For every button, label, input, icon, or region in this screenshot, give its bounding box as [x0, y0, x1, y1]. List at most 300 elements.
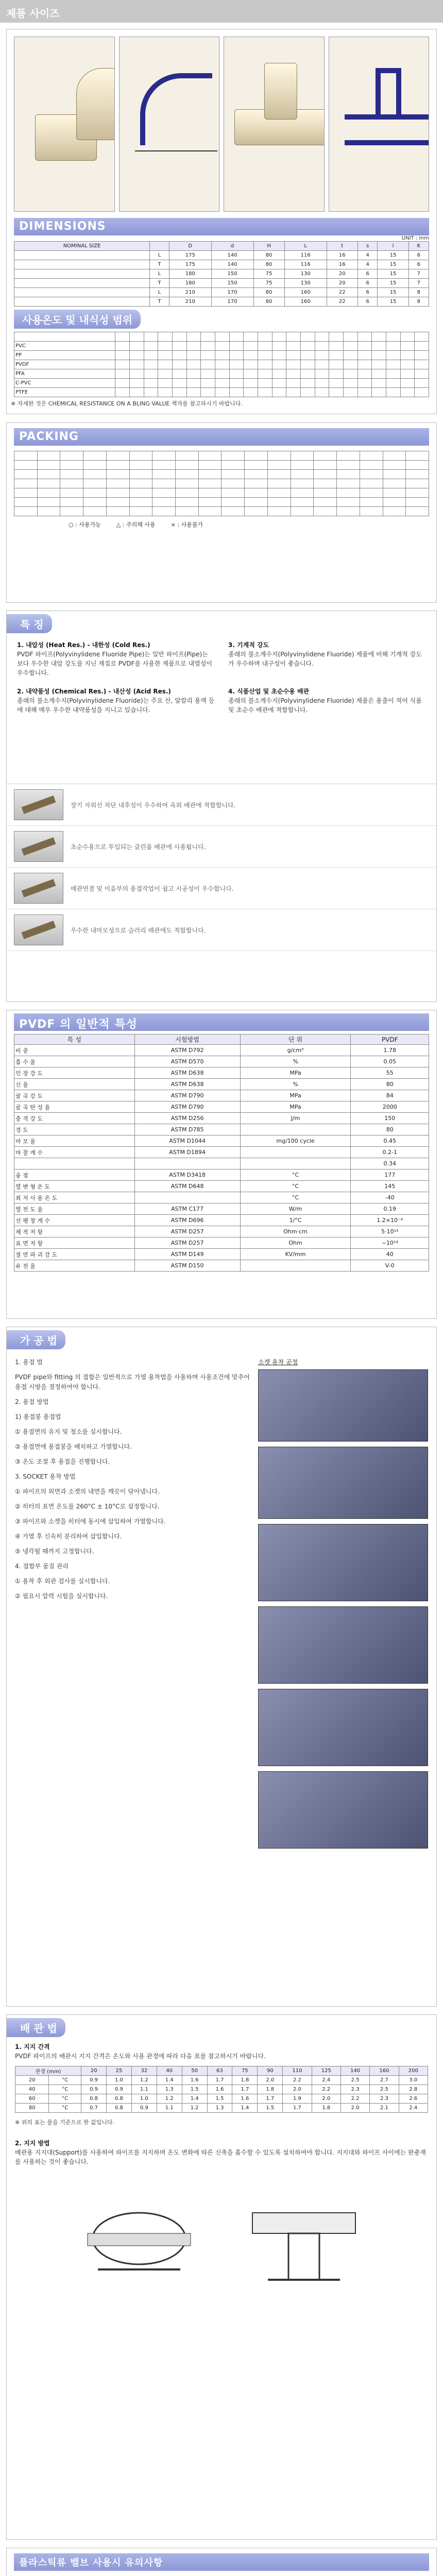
table-cell [383, 470, 406, 479]
table-cell [291, 488, 314, 498]
table-header: d [211, 242, 253, 251]
table-cell: 175 [169, 260, 211, 269]
table-cell [144, 388, 158, 397]
joining-title: 가 공 법 [7, 1330, 65, 1349]
table-cell [83, 451, 107, 461]
table-cell [198, 461, 222, 470]
table-cell [60, 470, 83, 479]
material-label: PVDF [14, 360, 115, 369]
table-cell: T [150, 297, 169, 307]
table-cell [386, 379, 400, 388]
table-cell [198, 498, 222, 507]
table-cell [272, 332, 286, 342]
table-cell: ASTM D638 [134, 1067, 240, 1079]
table-cell [106, 479, 129, 488]
table-cell [286, 379, 301, 388]
table-cell [229, 351, 244, 360]
table-cell [106, 498, 129, 507]
table-row [14, 451, 429, 461]
table-cell [386, 342, 400, 351]
features-card [6, 611, 437, 1002]
piping-intro: 1. 지지 간격 PVDF 파이프의 배관시 지지 간격은 온도와 사용 관경에 따라 다음 표를 참고하시기 바랍니다. [15, 2043, 266, 2060]
joining-card [6, 1327, 437, 2007]
table-cell: 2.6 [399, 2094, 428, 2104]
table-cell [240, 1158, 351, 1170]
table-cell: 8 [408, 288, 429, 297]
joining-diagram-title: 소켓 용착 공정 [258, 1359, 298, 1366]
table-header: PVDF [351, 1035, 429, 1045]
table-cell [172, 351, 186, 360]
table-row [14, 461, 429, 470]
table-row [14, 1147, 429, 1158]
table-cell: MPa [240, 1067, 351, 1079]
table-cell: 0.9 [81, 2085, 107, 2094]
table-cell: 1.78 [351, 1045, 429, 1056]
table-cell [245, 479, 268, 488]
usage-table-wrap [7, 332, 436, 397]
table-cell [129, 479, 152, 488]
table-cell [240, 1147, 351, 1158]
table-cell [14, 279, 150, 288]
table-cell [267, 498, 291, 507]
table-cell [115, 342, 130, 351]
table-cell [406, 461, 429, 470]
joining-line: ⑤ 냉각될 때까지 고정합니다. [15, 1548, 94, 1555]
table-header: 40 [157, 2066, 182, 2076]
table-cell: 6 [408, 251, 429, 260]
table-cell: 굴 곡 탄 성 율 [14, 1101, 135, 1113]
table-cell [215, 332, 229, 342]
table-row [14, 1158, 429, 1170]
table-row [15, 2085, 428, 2094]
table-header [150, 242, 169, 251]
table-row [14, 479, 429, 488]
table-cell: ASTM D790 [134, 1101, 240, 1113]
table-cell: 0.34 [351, 1158, 429, 1170]
table-cell: L [150, 269, 169, 279]
table-cell [172, 369, 186, 379]
table-cell [314, 479, 337, 488]
table-cell: 1/°C [240, 1215, 351, 1226]
table-cell [315, 342, 329, 351]
table-cell [329, 360, 344, 369]
table-cell: 1.2 [131, 2076, 157, 2085]
joining-line: 1. 용접 법 [15, 1359, 43, 1366]
table-header: NOMINAL SIZE [14, 242, 150, 251]
table-cell: ASTM D256 [134, 1113, 240, 1124]
table-cell: °C [49, 2094, 81, 2104]
table-row [14, 1124, 429, 1136]
table-cell [201, 388, 215, 397]
table-cell [83, 488, 107, 498]
cautions-title: 플라스틱류 밸브 사용시 유의사항 [14, 2553, 429, 2571]
table-cell [315, 332, 329, 342]
support-diagram [232, 2182, 376, 2295]
table-cell [406, 470, 429, 479]
wear-icon [14, 914, 63, 945]
table-cell [415, 351, 429, 360]
table-cell [201, 342, 215, 351]
table-cell [152, 498, 176, 507]
table-row [14, 507, 429, 516]
table-cell: 마 모 율 [14, 1136, 135, 1147]
table-cell [176, 488, 199, 498]
table-cell: 인 장 강 도 [14, 1067, 135, 1079]
table-cell: 충 격 강 도 [14, 1113, 135, 1124]
table-header: 140 [340, 2066, 369, 2076]
table-cell: 2.2 [340, 2094, 369, 2104]
table-row [14, 1056, 429, 1067]
table-row [14, 1067, 429, 1079]
table-cell [360, 507, 383, 516]
table-cell: 80 [253, 288, 284, 297]
dimensions-table-wrap [7, 241, 436, 307]
table-row [14, 269, 429, 279]
packing-table-wrap [7, 451, 436, 516]
table-cell [60, 479, 83, 488]
table-cell [329, 388, 344, 397]
table-cell: 2.0 [258, 2076, 283, 2085]
table-cell: -40 [351, 1192, 429, 1204]
temp-label: 80 [15, 2104, 49, 2113]
table-cell [360, 479, 383, 488]
table-cell: 2.2 [312, 2085, 340, 2094]
table-cell [300, 379, 315, 388]
table-cell [286, 360, 301, 369]
table-cell [360, 451, 383, 461]
joining-photo [258, 1771, 428, 1849]
table-cell [115, 388, 130, 397]
table-cell: 15 [378, 269, 408, 279]
table-cell [152, 488, 176, 498]
table-cell: 75 [253, 279, 284, 288]
table-cell [158, 360, 173, 369]
table-cell [272, 369, 286, 379]
table-cell [258, 332, 272, 342]
joining-photo [258, 1524, 428, 1601]
table-cell [258, 360, 272, 369]
table-cell: 신 율 [14, 1079, 135, 1090]
table-cell [245, 507, 268, 516]
packing-legend [7, 516, 436, 533]
table-header: 관경 (mm) [15, 2066, 81, 2076]
table-header: 특 성 [14, 1035, 135, 1045]
table-cell [329, 342, 344, 351]
table-cell: mg/100 cycle [240, 1136, 351, 1147]
table-cell [176, 470, 199, 479]
table-cell: ASTM D785 [134, 1124, 240, 1136]
table-cell [400, 360, 415, 369]
table-cell: 1.5 [207, 2094, 232, 2104]
table-cell [176, 461, 199, 470]
table-cell [245, 488, 268, 498]
table-cell: °C [49, 2076, 81, 2085]
usage-table [14, 332, 429, 397]
table-cell: 1.4 [232, 2104, 258, 2113]
table-cell [357, 351, 372, 360]
table-row [14, 1226, 429, 1238]
table-cell [272, 351, 286, 360]
table-cell [291, 461, 314, 470]
table-header: 50 [182, 2066, 207, 2076]
table-cell: 2.2 [283, 2076, 312, 2085]
table-cell: 20 [327, 269, 357, 279]
table-cell [83, 479, 107, 488]
table-cell [267, 461, 291, 470]
table-cell [215, 369, 229, 379]
table-cell [37, 461, 60, 470]
table-cell: 경 도 [14, 1124, 135, 1136]
table-cell [186, 369, 201, 379]
table-row [14, 351, 429, 360]
welding-icon [14, 873, 63, 904]
table-cell: ASTM D257 [134, 1238, 240, 1249]
table-cell [129, 332, 144, 342]
table-row [14, 342, 429, 351]
table-cell [144, 332, 158, 342]
temp-label: 40 [15, 2085, 49, 2094]
table-cell [315, 379, 329, 388]
table-cell [286, 351, 301, 360]
table-cell: 22 [327, 297, 357, 307]
table-header: 75 [232, 2066, 258, 2076]
table-cell [383, 479, 406, 488]
table-cell [272, 342, 286, 351]
joining-body [7, 1352, 436, 1854]
table-cell [144, 351, 158, 360]
table-cell [400, 388, 415, 397]
table-cell: T [150, 279, 169, 288]
table-cell: J/m [240, 1113, 351, 1124]
table-cell: 80 [253, 251, 284, 260]
table-cell [343, 332, 357, 342]
table-cell: ASTM D150 [134, 1260, 240, 1272]
piping-card [6, 2014, 437, 2540]
table-cell [245, 470, 268, 479]
table-cell [14, 498, 38, 507]
table-cell [258, 351, 272, 360]
table-cell [37, 507, 60, 516]
table-header: 20 [81, 2066, 107, 2076]
table-cell: 15 [378, 251, 408, 260]
table-cell: 170 [211, 297, 253, 307]
table-cell [357, 369, 372, 379]
table-cell: 1.8 [258, 2085, 283, 2094]
table-cell [176, 507, 199, 516]
table-cell: 1.7 [207, 2076, 232, 2085]
table-cell [386, 369, 400, 379]
table-cell: 0.05 [351, 1056, 429, 1067]
table-header: 125 [312, 2066, 340, 2076]
table-cell [222, 479, 245, 488]
table-cell: 융 점 [14, 1170, 135, 1181]
table-cell: 210 [169, 297, 211, 307]
table-cell: 15 [378, 279, 408, 288]
table-cell: ASTM D648 [134, 1181, 240, 1192]
section-header-size [0, 0, 443, 23]
table-cell: ASTM D257 [134, 1226, 240, 1238]
feature-4: 4. 식품산업 및 초순수용 배관 종래의 불소계수지(Polyvinylidene Fluoride) 제품은 용출이 적어 식품 및 초순수 배관에 적합합니다. [228, 688, 422, 714]
table-cell [258, 342, 272, 351]
table-cell [158, 379, 173, 388]
table-cell [152, 451, 176, 461]
material-label: PVC [14, 342, 115, 351]
table-cell: 0.9 [131, 2104, 157, 2113]
table-cell: MPa [240, 1090, 351, 1101]
table-header: K [408, 242, 429, 251]
joining-photo [258, 1447, 428, 1519]
table-cell: 2.8 [399, 2085, 428, 2094]
table-row [14, 1045, 429, 1056]
table-cell: 흡 수 율 [14, 1056, 135, 1067]
table-header: t [327, 242, 357, 251]
table-cell: 6 [357, 297, 378, 307]
table-cell: 0.2-1 [351, 1147, 429, 1158]
table-cell [267, 479, 291, 488]
table-cell: 2.0 [340, 2104, 369, 2113]
table-cell [343, 342, 357, 351]
table-cell: 0.19 [351, 1204, 429, 1215]
table-cell: 절 연 파 괴 강 도 [14, 1249, 135, 1260]
table-cell [244, 388, 258, 397]
joining-line: ① 파이프의 외면과 소켓의 내면을 깨끗이 닦아냅니다. [15, 1488, 160, 1495]
packing-title: PACKING [14, 428, 429, 446]
table-cell [383, 507, 406, 516]
table-cell [172, 342, 186, 351]
joining-line: ② 히터의 표면 온도를 260°C ± 10°C로 설정합니다. [15, 1503, 160, 1510]
table-cell: 0.45 [351, 1136, 429, 1147]
table-cell [291, 498, 314, 507]
table-cell [129, 507, 152, 516]
legend-item: △ : 주의해 사용 [116, 521, 156, 528]
table-cell [383, 461, 406, 470]
piping-note: ※ 위의 표는 물을 기준으로 한 값입니다. [15, 2119, 115, 2126]
table-header: 90 [258, 2066, 283, 2076]
support-diagrams [7, 2172, 436, 2306]
table-cell [186, 351, 201, 360]
table-cell [300, 369, 315, 379]
table-cell [106, 451, 129, 461]
table-cell [222, 461, 245, 470]
table-cell [329, 369, 344, 379]
table-cell: 2.5 [370, 2085, 399, 2094]
table-cell [198, 470, 222, 479]
table-cell [245, 451, 268, 461]
table-cell: 1.7 [258, 2094, 283, 2104]
joining-text [15, 1358, 250, 1849]
table-cell [115, 360, 130, 369]
table-cell: 6 [357, 279, 378, 288]
table-cell: 116 [284, 251, 327, 260]
table-cell [201, 351, 215, 360]
table-cell: 1.0 [107, 2076, 132, 2085]
table-cell: 170 [211, 288, 253, 297]
table-row [14, 1113, 429, 1124]
table-cell [229, 342, 244, 351]
table-row [14, 470, 429, 479]
table-cell [129, 488, 152, 498]
table-row [14, 260, 429, 269]
legend-item: × : 사용불가 [171, 521, 203, 528]
table-cell [198, 479, 222, 488]
table-cell [300, 351, 315, 360]
joining-line: ② 용접면에 용접봉을 배치하고 가열합니다. [15, 1443, 132, 1450]
table-cell: T [150, 260, 169, 269]
table-cell: ASTM D1044 [134, 1136, 240, 1147]
table-cell [400, 342, 415, 351]
table-cell [172, 360, 186, 369]
table-cell [186, 332, 201, 342]
table-cell [415, 388, 429, 397]
table-cell [400, 332, 415, 342]
table-cell [286, 388, 301, 397]
table-cell: 2000 [351, 1101, 429, 1113]
features-title: 특 징 [7, 614, 52, 633]
table-cell [272, 379, 286, 388]
pvdf-table [14, 1034, 429, 1272]
table-cell [37, 479, 60, 488]
elbow-diagram [119, 37, 220, 212]
table-cell: 0.7 [81, 2104, 107, 2113]
table-cell [222, 507, 245, 516]
table-cell: 16 [327, 251, 357, 260]
tee-diagram [329, 37, 430, 212]
table-cell [115, 332, 130, 342]
joining-photo [258, 1606, 428, 1684]
table-cell [244, 342, 258, 351]
dimensions-unit: UNIT : mm [401, 235, 429, 241]
table-row [14, 1090, 429, 1101]
table-cell: KV/mm [240, 1249, 351, 1260]
table-cell: 유 전 율 [14, 1260, 135, 1272]
table-cell: 180 [169, 269, 211, 279]
table-cell [129, 379, 144, 388]
table-cell [222, 451, 245, 461]
table-cell: 1.1 [131, 2085, 157, 2094]
table-cell: 20 [327, 279, 357, 288]
table-cell [83, 461, 107, 470]
table-cell [172, 332, 186, 342]
table-cell [272, 360, 286, 369]
table-cell: 84 [351, 1090, 429, 1101]
table-cell [372, 369, 386, 379]
table-cell [106, 461, 129, 470]
table-row [14, 488, 429, 498]
joining-photo [258, 1369, 428, 1442]
table-cell [267, 451, 291, 461]
table-row [14, 1136, 429, 1147]
table-cell [314, 461, 337, 470]
table-cell [152, 507, 176, 516]
table-row [14, 1204, 429, 1215]
table-cell [229, 360, 244, 369]
joining-diagram [258, 1358, 428, 1849]
table-header: 160 [370, 2066, 399, 2076]
table-cell: 150 [211, 279, 253, 288]
legend-item: ○ : 사용가능 [69, 521, 101, 528]
table-cell [314, 498, 337, 507]
table-cell: 130 [284, 269, 327, 279]
usage-note: ※ 자세한 것은 CHEMICAL RESISTANCE ON A BLING VALUE 책자를 참고하시기 바랍니다. [11, 400, 243, 407]
table-cell [115, 379, 130, 388]
table-cell [201, 360, 215, 369]
table-cell [14, 297, 150, 307]
sun-weather-icon [14, 789, 63, 820]
table-cell [300, 388, 315, 397]
table-cell [286, 369, 301, 379]
table-cell: 160 [284, 297, 327, 307]
table-cell [240, 1124, 351, 1136]
